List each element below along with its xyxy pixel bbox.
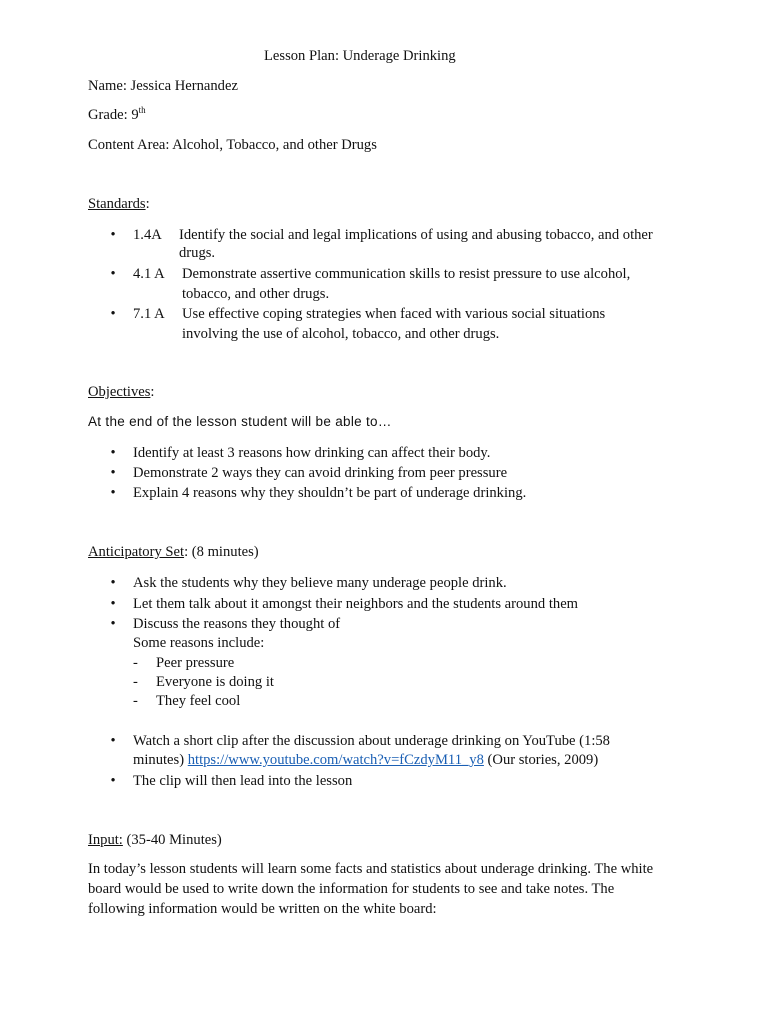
standard-code: 7.1 A	[133, 306, 165, 322]
standard-text-cont: drugs.	[179, 245, 216, 261]
bullet-icon: •	[110, 465, 116, 481]
bullet-icon: •	[110, 733, 116, 749]
name-line: Name: Jessica Hernandez	[88, 78, 238, 94]
reasons-intro: Some reasons include:	[133, 635, 265, 651]
anticipatory-heading-suffix: : (8 minutes)	[184, 544, 259, 560]
youtube-link[interactable]: https://www.youtube.com/watch?v=fCzdyM11_y8	[187, 752, 484, 768]
input-paragraph-line: following information would be written on the white board:	[88, 901, 437, 917]
page-title: Lesson Plan: Underage Drinking	[264, 48, 456, 64]
clip-item-line1: Watch a short clip after the discussion about underage drinking on YouTube (1:58	[133, 733, 610, 749]
bullet-icon: •	[110, 485, 116, 501]
objectives-intro: At the end of the lesson student will be able to…	[88, 414, 392, 429]
dash-marker: -	[133, 655, 138, 671]
clip-prefix: minutes)	[133, 752, 188, 768]
bullet-icon: •	[110, 773, 116, 789]
bullet-icon: •	[110, 616, 116, 632]
anticipatory-item: Ask the students why they believe many underage people drink.	[133, 575, 507, 591]
input-heading-text: Input:	[88, 832, 123, 848]
standards-heading-text: Standards	[88, 196, 146, 212]
bullet-icon: •	[110, 445, 116, 461]
bullet-icon: •	[110, 227, 116, 243]
input-paragraph-line: In today’s lesson students will learn some facts and statistics about underage drinking. The white	[88, 861, 654, 877]
clip-lead-item: The clip will then lead into the lesson	[133, 773, 353, 789]
objective-item: Demonstrate 2 ways they can avoid drinking from peer pressure	[133, 465, 508, 481]
standards-heading-colon: :	[145, 196, 150, 212]
bullet-icon: •	[110, 596, 116, 612]
standard-code: 4.1 A	[133, 266, 165, 282]
standard-code: 1.4A	[133, 227, 162, 243]
input-heading	[88, 831, 222, 849]
input-paragraph-line: board would be used to write down the information for students to see and take notes. The	[88, 881, 615, 897]
content-area-line: Content Area: Alcohol, Tobacco, and other Drugs	[88, 137, 377, 153]
clip-item-line2	[133, 751, 598, 769]
standards-heading	[88, 195, 150, 213]
bullet-icon: •	[110, 575, 116, 591]
anticipatory-heading-text: Anticipatory Set	[88, 544, 185, 560]
objectives-heading	[88, 383, 154, 401]
grade-text: Grade: 9	[88, 107, 139, 123]
objectives-heading-text: Objectives	[88, 384, 151, 400]
objective-item: Explain 4 reasons why they shouldn’t be part of underage drinking.	[133, 485, 527, 501]
clip-citation: (Our stories, 2009)	[483, 752, 599, 768]
objectives-heading-colon: :	[150, 384, 155, 400]
anticipatory-heading	[88, 543, 259, 561]
dash-marker: -	[133, 693, 138, 709]
reason-item: They feel cool	[156, 693, 241, 709]
grade-line	[88, 106, 146, 124]
reason-item: Peer pressure	[156, 655, 235, 671]
anticipatory-item: Let them talk about it amongst their neighbors and the students around them	[133, 596, 579, 612]
standard-text-cont: involving the use of alcohol, tobacco, and other drugs.	[182, 326, 500, 342]
standard-text-cont: tobacco, and other drugs.	[182, 286, 330, 302]
dash-marker: -	[133, 674, 138, 690]
reason-item: Everyone is doing it	[156, 674, 274, 690]
standard-text: Demonstrate assertive communication skills to resist pressure to use alcohol,	[182, 266, 631, 282]
input-heading-suffix: (35-40 Minutes)	[122, 832, 222, 848]
standard-text: Use effective coping strategies when faced with various social situations	[182, 306, 606, 322]
standard-text: Identify the social and legal implications of using and abusing tobacco, and other	[179, 227, 653, 243]
objective-item: Identify at least 3 reasons how drinking can affect their body.	[133, 445, 491, 461]
bullet-icon: •	[110, 266, 116, 282]
grade-superscript: th	[138, 105, 146, 116]
bullet-icon: •	[110, 306, 116, 322]
anticipatory-item: Discuss the reasons they thought of	[133, 616, 341, 632]
